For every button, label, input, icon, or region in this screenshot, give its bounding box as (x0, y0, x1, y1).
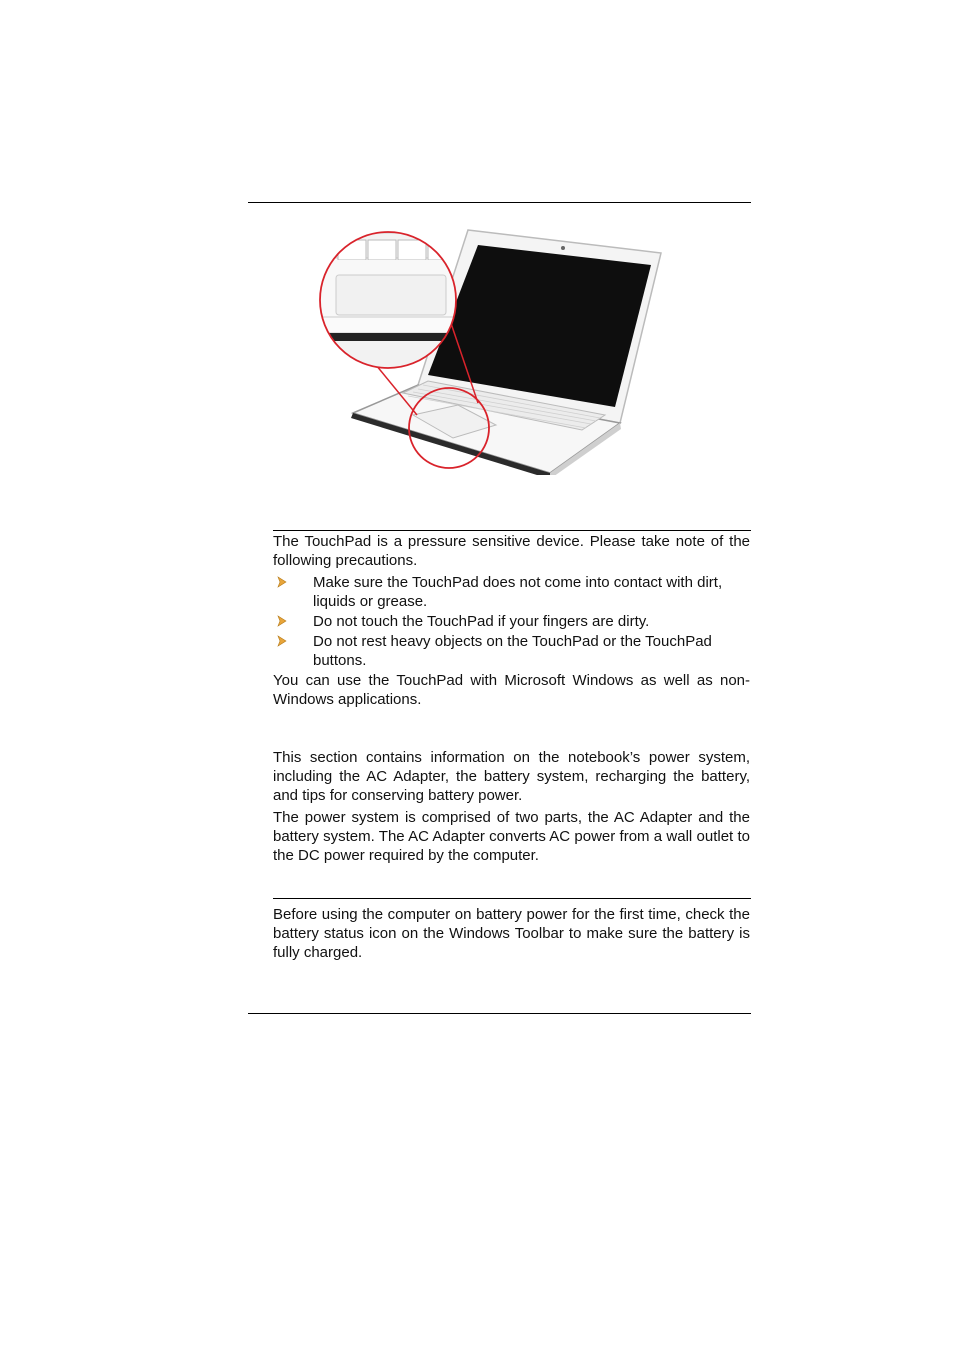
list-item: Do not rest heavy objects on the TouchPad or the TouchPad buttons. (273, 632, 733, 670)
touchpad-intro: The TouchPad is a pressure sensitive device. Please take note of the following precautions. (273, 533, 750, 569)
header-rule (248, 202, 751, 203)
power-parts: The power system is comprised of two parts, the AC Adapter and the battery system. The AC Adapter converts AC power from a wall outlet to the DC power required by the computer. (273, 809, 750, 864)
precautions-list (273, 573, 754, 671)
section-rule-touchpad (273, 530, 751, 531)
touchpad-usage: You can use the TouchPad with Microsoft Windows as well as non-Windows applications. (273, 672, 750, 708)
webcam-icon (561, 246, 565, 250)
arrow-bullet-icon (277, 635, 287, 647)
arrow-bullet-icon (277, 615, 287, 627)
notebook-touchpad-figure (318, 225, 663, 475)
battery-note: Before using the computer on battery power for the first time, check the battery status icon on the Windows Toolbar to make sure the battery is fully charged. (273, 906, 750, 961)
footer-rule (248, 1013, 751, 1014)
power-intro: This section contains information on the notebook’s power system, including the AC Adapter, the battery system, recharging the battery, and tips for conserving battery power. (273, 749, 750, 804)
touchpad-zoomed (336, 275, 446, 315)
list-item: Make sure the TouchPad does not come into contact with dirt, liquids or grease. (273, 573, 754, 611)
list-item: Do not touch the TouchPad if your fingers are dirty. (273, 612, 754, 631)
section-rule-battery (273, 898, 751, 899)
arrow-bullet-icon (277, 576, 287, 588)
